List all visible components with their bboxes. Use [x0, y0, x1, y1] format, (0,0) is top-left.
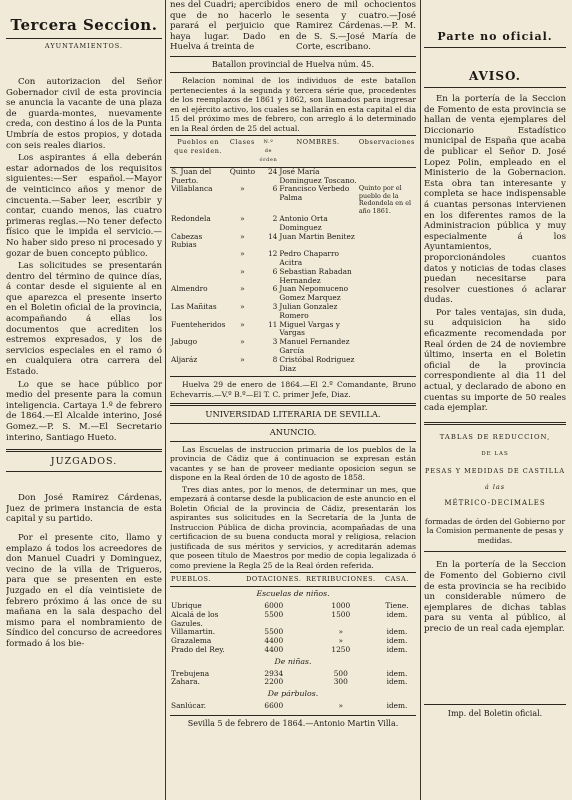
- table-row: [170, 678, 416, 687]
- cell-pueblo: [170, 250, 226, 268]
- tablas-title: MÉTRICO-DECIMALES: [444, 498, 546, 507]
- batallon-signature: Huelva 29 de enero de 1864.—El 2.º Comandante, Bruno Echevarris.—V.º B.º—El T. C. primer Jefe, Diaz.: [170, 380, 416, 399]
- cell-pueblo: Ubrique: [171, 601, 202, 611]
- cell-numero: 14: [267, 231, 278, 241]
- cell-clase: Quinto: [229, 166, 256, 176]
- divider: [170, 403, 416, 406]
- cell-numero: 24: [267, 166, 278, 176]
- cell-observaciones: [358, 285, 416, 303]
- cell-numero: 6: [272, 284, 278, 294]
- cell-pueblo: Trebujena: [171, 668, 210, 678]
- cell-clase: »: [240, 354, 245, 364]
- cell-pueblo: Almendro: [171, 284, 208, 294]
- cell-pueblo: Alcalá de los Gazules.: [171, 609, 219, 628]
- cell-casa: idem.: [386, 636, 408, 646]
- ayuntamientos-paragraph: Las solicitudes se presentarán dentro del término de quince días, á contar desde el siguiente al en que aparezca el presente inserto en el Boletin oficial de la provincia, acompañando á ellas los documentos que acrediten los estremos expresados, y los de servicios especiales en el ramo ó en cualquiera otra carrera del Estado.: [6, 261, 162, 378]
- cell-clase: »: [240, 302, 245, 312]
- divider: [424, 704, 566, 705]
- table-row: [170, 303, 416, 321]
- column-right: [424, 0, 566, 800]
- aviso-paragraph: En la portería de la Seccion de Fomento de esta provincia se hallan de venta ejemplares del Diccionario Estadístico municipal de España que acaba de publicar el Señor D. José Lopez Polin, empleado en el Ministerio de la Gobernacion. Esta obra tan interesante y completa se hace indispensable á cuantas personas intervienen en los diferentes ramos de la Administracion pública y muy especialmente á los Ayuntamientos, proporcionándoles cuantos datos y noticias de todas clases puedan necesitarse para resolver cuestiones ó aclarar dudas.: [424, 94, 566, 306]
- tablas-title: TABLAS DE REDUCCION,: [439, 432, 551, 441]
- schools-boys-body: [170, 602, 416, 655]
- table-header-row: [170, 136, 416, 167]
- cell-casa: idem.: [386, 700, 408, 710]
- table-row: [170, 285, 416, 303]
- cell-clase: »: [240, 184, 245, 194]
- cell-numero: 11: [267, 319, 278, 329]
- divider: [170, 423, 416, 424]
- cell-clase: »: [240, 231, 245, 241]
- tablas-subtitle: formadas de órden del Gobierno por la Comision permanente de pesas y medidas.: [424, 516, 566, 545]
- column-rule: [420, 0, 421, 800]
- cell-nombre: Sebastian Rabadan Hernandez: [279, 266, 352, 285]
- cell-pueblo: Aljaráz: [171, 354, 198, 364]
- header-pueblos: Pueblos en que residen.: [170, 136, 226, 167]
- cell-observaciones: [358, 321, 416, 339]
- cell-retribucion: 300: [333, 677, 348, 687]
- edict-text-left: nes del Cuadri; apercibidos que de no hacerlo le parará el perjuicio que haya lugar. Dado en Huelva á treinta de: [170, 0, 290, 53]
- schools-table: [170, 572, 416, 710]
- divider: [170, 72, 416, 73]
- cell-observaciones: [358, 268, 416, 286]
- column-rule: [165, 0, 166, 800]
- table-row: [170, 250, 416, 268]
- cell-observaciones: [358, 215, 416, 233]
- cell-clase: »: [240, 266, 245, 276]
- header-dotaciones: DOTACIONES.: [244, 573, 304, 587]
- cell-casa: idem.: [386, 668, 408, 678]
- cell-nombre: José María Dominguez Toscano.: [279, 166, 357, 185]
- batallon-title: Batallon provincial de Huelva núm. 45.: [211, 58, 375, 69]
- cell-casa: Tiene.: [385, 601, 409, 611]
- cell-casa: idem.: [386, 645, 408, 654]
- cell-retribucion: 1500: [331, 609, 351, 619]
- table-row: [170, 215, 416, 233]
- imprenta-footer: Imp. del Boletin oficial.: [447, 709, 543, 719]
- edict-continuation: [170, 0, 416, 53]
- cell-numero: 6: [272, 184, 278, 194]
- juzgados-heading: JUZGADOS.: [50, 456, 118, 468]
- cell-pueblo: [170, 268, 226, 286]
- header-nombres: NOMBRES.: [278, 136, 357, 167]
- cell-retribucion: »: [338, 636, 344, 646]
- cell-pueblo: Jabugo: [171, 337, 198, 347]
- table-row: [170, 611, 416, 629]
- cell-observaciones: [358, 250, 416, 268]
- cell-dotacion: 5500: [264, 627, 284, 637]
- universidad-title: UNIVERSIDAD LITERARIA DE SEVILLA.: [205, 409, 381, 420]
- cell-clase: »: [240, 214, 245, 224]
- cell-retribucion: 500: [333, 668, 348, 678]
- table-row: [170, 167, 416, 185]
- ayuntamientos-heading: AYUNTAMIENTOS.: [44, 42, 124, 50]
- cell-dotacion: 5500: [264, 609, 284, 619]
- cell-nombre: Cristóbal Rodriguez Diaz: [279, 354, 355, 373]
- cell-nombre: Juan Martin Benitez: [279, 231, 355, 241]
- table-row: [170, 268, 416, 286]
- table-row: [170, 338, 416, 356]
- divider: [170, 441, 416, 442]
- divider: [6, 38, 162, 39]
- table-row: [170, 702, 416, 711]
- cell-clase: »: [240, 284, 245, 294]
- tablas-title: PESAS Y MEDIDAS DE CASTILLA: [424, 466, 566, 475]
- cell-pueblo: Redondela: [171, 214, 211, 224]
- cell-observaciones: Quinto por el pueblo de la Redondela en el año 1861.: [358, 184, 412, 215]
- table-row: [170, 670, 416, 679]
- cell-dotacion: 2934: [264, 668, 284, 678]
- cell-observaciones: [358, 233, 416, 251]
- ayuntamientos-paragraph: Con autorizacion del Señor Gobernador civil de esta provincia se anuncia la vacante de una plaza de guarda-montes, nuevamente creda, con destino á los de la Punta Umbría de estos propios, y dotada con seis reales diarios.: [6, 77, 162, 151]
- cell-clase: »: [240, 337, 245, 347]
- divider: [424, 47, 566, 48]
- schools-girls-body: [170, 670, 416, 688]
- cell-numero: 12: [267, 249, 278, 259]
- cell-pueblo: Cabezas Rubias: [171, 231, 203, 250]
- cell-pueblo: S. Juan del Puerto.: [171, 166, 212, 185]
- cell-pueblo: Villablanca: [171, 184, 213, 194]
- tablas-paragraph: En la portería de la Seccion de Fomento del Gobierno civil de esta provincia se ha recibido un considerable número de ejemplares de dichas tablas para su venta al público, al precio de un real cada ejemplar.: [424, 560, 566, 634]
- cell-pueblo: Las Mañitas: [171, 302, 217, 312]
- table-row: [170, 646, 416, 655]
- cell-nombre: Miguel Vargas y Vargas: [279, 319, 340, 338]
- tablas-title: DE LAS: [481, 450, 509, 457]
- table-row: [170, 185, 416, 215]
- table-row: [170, 321, 416, 339]
- table-row: [170, 233, 416, 251]
- cell-nombre: Pedro Chaparro Acitra: [279, 249, 339, 268]
- anuncio-paragraph: Tres dias antes, por lo menos, de determinar un mes, que empezará á contarse desde la publicacion de este anuncio en el Boletin Oficial de la provincia de Cádiz, presentarán los aspirantes sus solicitudes en la Secretaría de la Junta de Instruccion Pública de dicha provincia, acompañadas de una certificacion de su buena conducta moral y religiosa, relacion justificada de sus méritos y servicios, y acreditarán ademas que poseen título de Maestros por medio de copia legalizada ó como previene la Regla 25 de la Real órden referida.: [170, 484, 416, 570]
- section-title: Tercera Seccion.: [10, 16, 158, 34]
- cell-casa: idem.: [386, 677, 408, 687]
- soldiers-table: [170, 135, 416, 373]
- header-retribuciones: RETRIBUCIONES.: [304, 573, 378, 587]
- juzgados-paragraph: Por el presente cito, llamo y emplazo á todos los acreedores de don Manuel Cuadri y Dominguez, vecino de la villa de Trigueros, para que se presenten en este Juzgado en el día veintisiete de febrero próximo á las once de su mañana en la sala despacho del mismo para el nombramiento de Síndico del concurso de acreedores formado á los bie-: [6, 532, 162, 649]
- section-parvulos: De párbulos.: [267, 689, 319, 699]
- juzgados-paragraph: Don José Ramirez Cárdenas, Juez de primera instancia de esta capital y su partido.: [6, 493, 162, 525]
- cell-nombre: Antonio Orta Dominguez: [279, 214, 328, 232]
- anuncio-title: ANUNCIO.: [269, 426, 317, 437]
- ayuntamientos-paragraph: Lo que se hace público por medio del presente para la comun inteligencia. Cartaya 1.º de febrero de 1864.—El Alcalde interino, José Gomez.—P. S. M.—El Secretario interino, Santiago Hueto.: [6, 379, 162, 443]
- divider: [424, 422, 566, 425]
- cell-dotacion: 6600: [264, 700, 284, 710]
- cell-numero: 3: [272, 302, 278, 312]
- aviso-paragraph: Por tales ventajas, sin duda, su adquisicion ha sido eficazmente recomendada por Real órden de 24 de noviembre último, inserta en el Boletin oficial de la provincia correspondiente al dia 11 del actual, y declarado de abono en cuentas su importe de 50 reales cada ejemplar.: [424, 307, 566, 414]
- relacion-paragraph: Relacion nominal de los individuos de este batallon pertenecientes á la segunda y tercera série que, procedentes de los reemplazos de 1861 y 1862, son llamados para ingresar en el ejército activo, los cuales se hallarán en esta capital el dia 15 del próximo mes de febrero, con arreglo á lo determinado en la Real órden de 25 del actual.: [170, 76, 416, 133]
- header-numero: N.º de órden: [258, 136, 278, 167]
- cell-dotacion: 4400: [264, 645, 284, 654]
- cell-numero: 8: [272, 354, 278, 364]
- schools-infants-body: [170, 702, 416, 711]
- cell-pueblo: Sanlúcar.: [171, 700, 206, 710]
- cell-observaciones: [358, 338, 416, 356]
- column-left: [6, 0, 162, 800]
- column-middle: [170, 0, 416, 800]
- header-clases: Clases: [226, 136, 258, 167]
- cell-nombre: Juan Nepomuceno Gomez Marquez: [279, 284, 349, 303]
- divider: [6, 471, 162, 472]
- cell-pueblo: Fuenteheridos: [171, 319, 226, 329]
- cell-nombre: Manuel Fernandez García: [279, 337, 350, 356]
- divider: [170, 56, 416, 57]
- parte-heading: Parte no oficial.: [437, 30, 553, 43]
- cell-numero: 2: [272, 214, 278, 224]
- anuncio-paragraph: Las Escuelas de instruccion primaria de los pueblos de la provincia de Cádiz que á continuacion se expresan están vacantes y se han de proveer mediante oposicion segun se dispone en la Real órden de 10 de agosto de 1858.: [170, 444, 416, 483]
- cell-numero: 6: [272, 266, 278, 276]
- cell-casa: idem.: [386, 609, 408, 619]
- divider: [6, 449, 162, 452]
- table-row: [170, 356, 416, 374]
- universidad-signature: Sevilla 5 de febrero de 1864.—Antonio Martin Villa.: [187, 718, 399, 728]
- divider: [170, 715, 416, 716]
- cell-observaciones: [358, 303, 416, 321]
- tablas-title: á las: [484, 482, 506, 491]
- cell-pueblo: Grazalema: [171, 636, 212, 646]
- edict-text-right: enero de mil ochocientos sesenta y cuatro.—José Ramirez Cárdenas.—P. M. de S. S.—José María de Corte, escribano.: [296, 0, 416, 53]
- cell-clase: »: [240, 249, 245, 259]
- cell-observaciones: [358, 167, 416, 185]
- ayuntamientos-paragraph: Los aspirantes á ella deberán estar adornados de los requisitos siguientes:—Ser español.—Mayor de veinticinco años y menor de cincuenta.—Saber leer, escribir y contar, cuando menos, las cuatro primeras reglas.—No tener defecto físico que le impida el servicio.—No haber sido preso ni procesado y gozar de buen concepto público.: [6, 153, 162, 259]
- cell-observaciones: [358, 356, 416, 374]
- header-pueblos: PUEBLOS.: [170, 573, 244, 587]
- cell-pueblo: Zahara.: [171, 677, 200, 687]
- cell-pueblo: Prado del Rey.: [171, 645, 225, 654]
- cell-retribucion: 1250: [331, 645, 351, 654]
- table-header-row: [170, 573, 416, 587]
- aviso-title: AVISO.: [469, 69, 521, 83]
- divider: [424, 87, 566, 88]
- header-casa: CASA.: [378, 573, 416, 587]
- divider: [170, 376, 416, 377]
- cell-numero: 3: [272, 337, 278, 347]
- cell-dotacion: 2200: [264, 677, 284, 687]
- section-ninas: De niñas.: [274, 656, 312, 666]
- cell-nombre: Francisco Verbedo Palma: [279, 184, 350, 203]
- divider: [424, 551, 566, 552]
- cell-nombre: Julian Gonzalez Romero: [279, 302, 338, 320]
- header-observaciones: Observaciones: [358, 136, 416, 167]
- cell-casa: idem.: [386, 627, 408, 637]
- cell-retribucion: »: [338, 700, 344, 710]
- cell-pueblo: Villamartin.: [171, 627, 216, 637]
- cell-retribucion: »: [338, 627, 344, 637]
- cell-retribucion: 1000: [331, 601, 351, 611]
- cell-clase: »: [240, 319, 245, 329]
- cell-dotacion: 4400: [264, 636, 284, 646]
- cell-dotacion: 6000: [264, 601, 284, 611]
- section-ninos: Escuelas de niños.: [256, 589, 330, 599]
- soldiers-table-body: [170, 167, 416, 373]
